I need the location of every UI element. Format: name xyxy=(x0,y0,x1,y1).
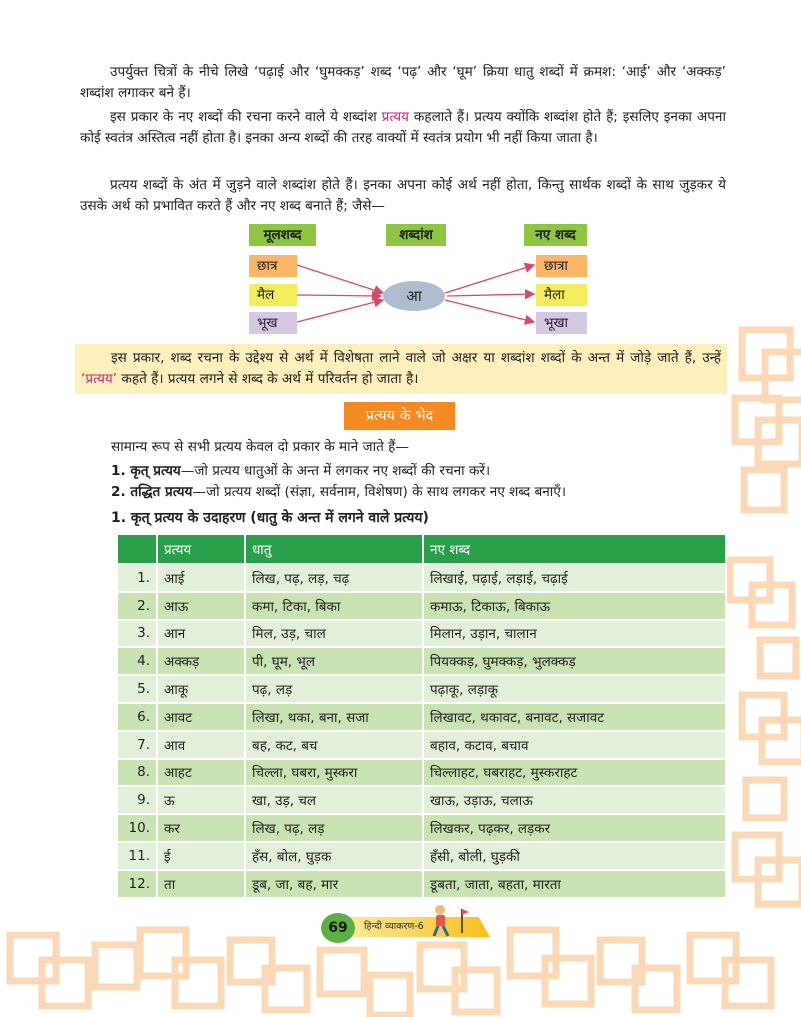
suffix-cell: आव xyxy=(157,731,245,759)
row-number: 12. xyxy=(118,870,157,897)
krit-examples-table xyxy=(118,535,727,897)
row-number: 10. xyxy=(118,814,157,842)
new-words-cell: डूबता, जाता, बहता, मारता xyxy=(423,870,726,897)
suffix-cell: आहट xyxy=(157,759,245,787)
paragraph-2-part-a: इस प्रकार के नए शब्दों की रचना करने वाले ये शब्दांश xyxy=(110,109,382,125)
diagram-head-new: नए शब्द xyxy=(524,224,587,246)
root-cell: खा, उड़, चल xyxy=(245,786,423,814)
new-words-cell: चिल्लाहट, घबराहट, मुस्कराहट xyxy=(423,759,726,787)
suffix-cell: आई xyxy=(157,564,245,592)
new-words-cell: लिखकर, पढ़कर, लड़कर xyxy=(423,814,726,842)
root-cell: बह, कट, बच xyxy=(245,731,423,759)
root-cell: लिखा, थका, बना, सजा xyxy=(245,703,423,731)
root-word-1: छात्र xyxy=(249,255,297,277)
row-number: 8. xyxy=(118,759,157,787)
row-number: 4. xyxy=(118,647,157,675)
root-word-3: भूख xyxy=(249,312,297,334)
new-word-2: मैला xyxy=(536,284,587,306)
note-part-b: कहते हैं। प्रत्यय लगने से शब्द के अर्थ में परिवर्तन हो जाता है। xyxy=(117,371,419,387)
suffix-cell: अक्कड़ xyxy=(157,647,245,675)
root-cell: चिल्ला, घबरा, मुस्करा xyxy=(245,759,423,787)
book-title: हिन्दी व्याकरण-6 xyxy=(364,921,424,932)
paragraph-1: उपर्युक्त चित्रों के नीचे लिखे ‘पढ़ाई और ‘घुमक्कड़’ शब्द ‘पढ़’ और ‘घूम’ क्रिया धातु शब्दों में क्रमश: ‘आई’ और ‘अक्कड़’ शब्दांश लगाकर बने हैं। xyxy=(80,64,726,101)
definition-note xyxy=(75,344,727,394)
table-row xyxy=(118,842,726,870)
root-cell: कमा, टिका, बिका xyxy=(245,592,423,620)
note-highlight: ‘प्रत्यय’ xyxy=(81,371,118,387)
paragraph-2 xyxy=(80,107,726,149)
table-header-row xyxy=(118,535,726,564)
new-words-cell: लिखाई, पढ़ाई, लड़ाई, चढ़ाई xyxy=(423,564,726,592)
suffix-cell: ऊ xyxy=(157,786,245,814)
suffix-cell: आवट xyxy=(157,703,245,731)
table-row xyxy=(118,759,726,787)
root-word-2: मैल xyxy=(249,284,297,306)
new-words-cell: लिखावट, थकावट, बनावट, सजावट xyxy=(423,703,726,731)
type-krit xyxy=(111,461,490,481)
suffix-cell: आन xyxy=(157,620,245,648)
types-intro: सामान्य रूप से सभी प्रत्यय केवल दो प्रकार के माने जाते हैं— xyxy=(111,439,409,455)
type-taddhit-text: —जो प्रत्यय शब्दों (संज्ञा, सर्वनाम, विशेषण) के साथ लगकर नए शब्द बनाएँ। xyxy=(192,484,566,500)
section-title: प्रत्यय के भेद xyxy=(344,402,455,430)
diagram-head-affix: शब्दांश xyxy=(386,224,446,246)
table-row xyxy=(118,620,726,648)
suffix-cell: कर xyxy=(157,814,245,842)
root-cell: लिख, पढ़, लड़, चढ़ xyxy=(245,564,423,592)
row-number: 5. xyxy=(118,675,157,703)
diagram-head-root: मूलशब्द xyxy=(249,224,316,246)
table-row xyxy=(118,647,726,675)
table-heading: 1. कृत् प्रत्यय के उदाहरण (धातु के अन्त में लगने वाले प्रत्यय) xyxy=(111,510,429,526)
note-part-a: इस प्रकार, शब्द रचना के उद्देश्य से अर्थ में विशेषता लाने वाले जो अक्षर या शब्दांश शब्दों के अन्त में जोड़े जाते हैं, उन्हें xyxy=(111,350,721,366)
root-cell: पी, घूम, भूल xyxy=(245,647,423,675)
suffix-cell: ता xyxy=(157,870,245,897)
highlight-pratyay: प्रत्यय xyxy=(381,109,410,125)
table-row xyxy=(118,731,726,759)
row-number: 7. xyxy=(118,731,157,759)
root-cell: मिल, उड़, चाल xyxy=(245,620,423,648)
table-row xyxy=(118,870,726,897)
row-number: 3. xyxy=(118,620,157,648)
header-new-words: नए शब्द xyxy=(423,535,726,564)
table-row xyxy=(118,703,726,731)
suffix-cell: ई xyxy=(157,842,245,870)
header-root: धातु xyxy=(245,535,423,564)
suffix-cell: आकू xyxy=(157,675,245,703)
walking-child-icon xyxy=(428,903,470,939)
type-taddhit xyxy=(111,482,566,502)
header-index xyxy=(118,535,157,564)
type-taddhit-label: 2. तद्धित प्रत्यय xyxy=(111,484,193,500)
table-row xyxy=(118,786,726,814)
root-cell: हँस, बोल, घुड़क xyxy=(245,842,423,870)
table-row xyxy=(118,814,726,842)
affix-bubble: आ xyxy=(383,281,445,311)
paragraph-2-part-b: कहलाते हैं। प्रत्यय क्योंकि शब्दांश होते हैं; इसलिए इनका अपना कोई स्वतंत्र अस्तित्व नहीं होता है। इनका अन्य शब्दों की तरह वाक्यों में स्वतंत्र प्रयोग भी नहीं किया जाता है। xyxy=(80,109,726,146)
row-number: 11. xyxy=(118,842,157,870)
root-cell: डूब, जा, बह, मार xyxy=(245,870,423,897)
new-words-cell: खाऊ, उड़ाऊ, चलाऊ xyxy=(423,786,726,814)
page-number: 69 xyxy=(321,913,355,943)
root-cell: लिख, पढ़, लड़ xyxy=(245,814,423,842)
new-words-cell: बहाव, कटाव, बचाव xyxy=(423,731,726,759)
new-words-cell: पढ़ाकू, लड़ाकू xyxy=(423,675,726,703)
new-word-3: भूखा xyxy=(536,312,587,334)
type-krit-text: —जो प्रत्यय धातुओं के अन्त में लगकर नए शब्दों की रचना करें। xyxy=(180,463,491,479)
new-words-cell: मिलान, उड़ान, चालान xyxy=(423,620,726,648)
new-words-cell: हँसी, बोली, घुड़की xyxy=(423,842,726,870)
table-row xyxy=(118,564,726,592)
paragraph-3: प्रत्यय शब्दों के अंत में जुड़ने वाले शब्दांश होते हैं। इनका अपना कोई अर्थ नहीं होता, किन्तु सार्थक शब्दों के साथ जुड़कर ये उसके अर्थ को प्रभावित करते हैं और नए शब्द बनाते हैं; जैसे— xyxy=(80,177,726,214)
row-number: 6. xyxy=(118,703,157,731)
type-krit-label: 1. कृत् प्रत्यय xyxy=(111,463,181,479)
new-word-1: छात्रा xyxy=(536,255,587,277)
root-cell: पढ़, लड़ xyxy=(245,675,423,703)
header-suffix: प्रत्यय xyxy=(157,535,245,564)
new-words-cell: कमाऊ, टिकाऊ, बिकाऊ xyxy=(423,592,726,620)
table-row xyxy=(118,675,726,703)
row-number: 9. xyxy=(118,786,157,814)
row-number: 2. xyxy=(118,592,157,620)
suffix-cell: आऊ xyxy=(157,592,245,620)
table-row xyxy=(118,592,726,620)
row-number: 1. xyxy=(118,564,157,592)
new-words-cell: पियक्कड़, घुमक्कड़, भुलक्कड़ xyxy=(423,647,726,675)
